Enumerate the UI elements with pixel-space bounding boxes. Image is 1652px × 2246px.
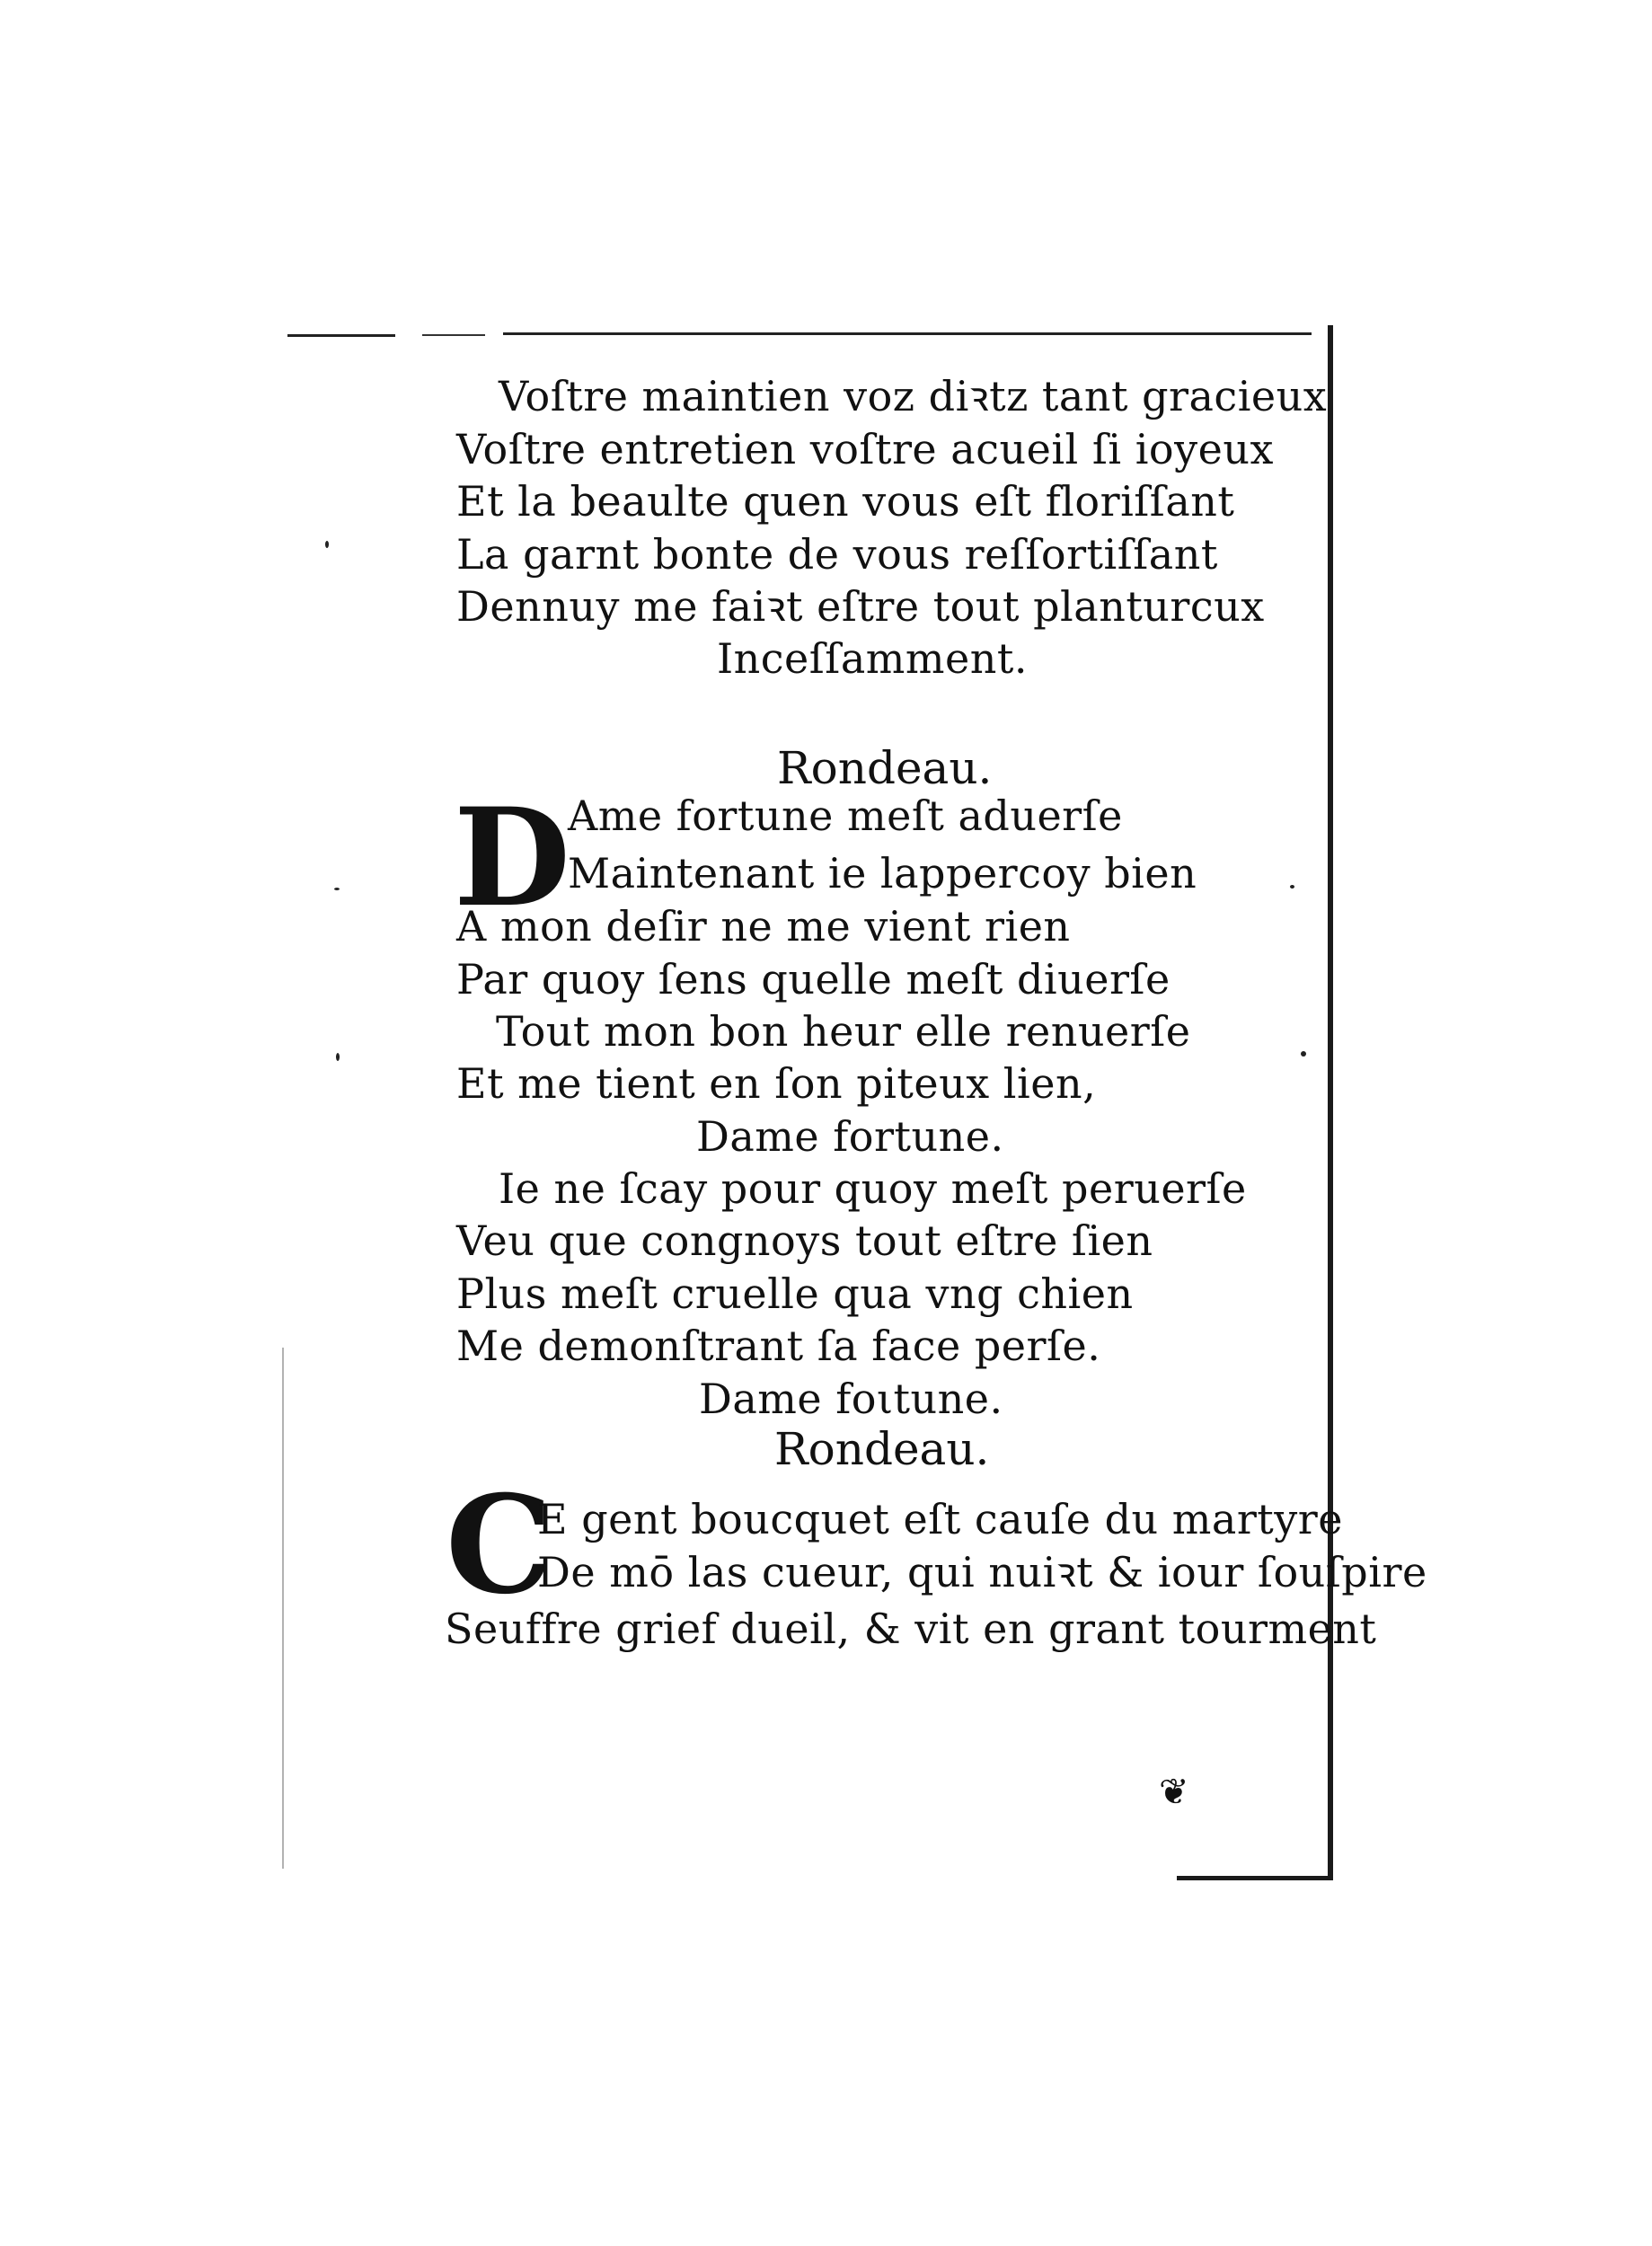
refrain-line: Dame foιtune. bbox=[699, 1375, 1003, 1423]
verse-line: E gent boucquet eſt cauſe du martyre bbox=[537, 1495, 1343, 1543]
print-speck bbox=[334, 888, 340, 890]
section-heading: Rondeau. bbox=[777, 742, 993, 794]
bottom-rule bbox=[1177, 1876, 1333, 1880]
print-speck bbox=[1301, 1051, 1306, 1057]
verse-line: Dennuy me faiꝛt eſtre tout planturcux bbox=[456, 582, 1265, 631]
verse-line: Veu que congnoys tout eſtre ſien bbox=[456, 1216, 1153, 1265]
drop-cap: D bbox=[454, 779, 571, 937]
verse-line: De mō las cueur, qui nuiꝛt & iour ſouſpire bbox=[537, 1548, 1427, 1596]
top-rule-fragment bbox=[287, 334, 395, 337]
refrain-line: Inceſſamment. bbox=[717, 634, 1028, 683]
left-page-edge bbox=[282, 1348, 284, 1869]
verse-line: Maintenant ie lappercoy bien bbox=[568, 849, 1197, 898]
refrain-line: Dame fortune. bbox=[696, 1112, 1004, 1161]
verse-line: Et me tient en ſon piteux lien, bbox=[456, 1059, 1097, 1108]
verse-line: La garnt bonte de vous reſſortiſſant bbox=[456, 530, 1218, 579]
verse-line: Seuffre grief dueil, & vit en grant tourment bbox=[445, 1605, 1377, 1653]
verse-line: Et la beaulte quen vous eſt floriſſant bbox=[456, 477, 1235, 526]
top-rule bbox=[503, 332, 1312, 335]
verse-line: Voſtre entretien voſtre acueil ſi ioyeux bbox=[456, 425, 1274, 473]
verse-line: Voſtre maintien voz diꝛtz tant gracieux bbox=[499, 372, 1328, 420]
print-speck bbox=[336, 1053, 340, 1061]
verse-line: Ame fortune meſt aduerſe bbox=[568, 791, 1123, 840]
verse-line: Me demonſtrant ſa face perſe. bbox=[456, 1322, 1101, 1370]
verse-line: Plus meſt cruelle qua vng chien bbox=[456, 1269, 1134, 1318]
verse-line: Tout mon bon heur elle renuerſe bbox=[496, 1007, 1191, 1056]
print-speck bbox=[325, 541, 329, 548]
print-speck bbox=[1290, 885, 1294, 889]
verse-line: Par quoy ſens quelle meſt diuerſe bbox=[456, 955, 1171, 1004]
verse-line: Ie ne ſcay pour quoy meſt peruerſe bbox=[499, 1164, 1247, 1213]
top-rule-fragment bbox=[422, 334, 485, 336]
fleuron-ornament: ❦ bbox=[1159, 1772, 1189, 1813]
section-heading: Rondeau. bbox=[774, 1423, 990, 1475]
verse-line: A mon deſir ne me vient rien bbox=[456, 902, 1071, 951]
drop-cap: C bbox=[446, 1466, 553, 1624]
